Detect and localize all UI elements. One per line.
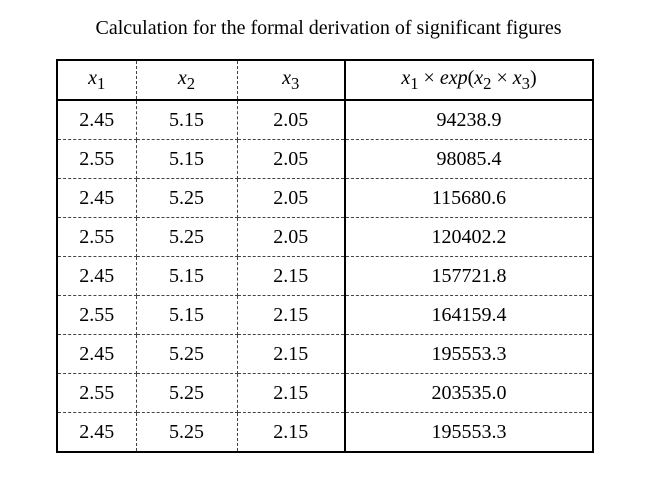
header-x2: $x_2$: [136, 60, 237, 100]
cell-result: 120402.2: [345, 218, 593, 257]
cell-result: 115680.6: [345, 179, 593, 218]
cell-x2: 5.25: [136, 335, 237, 374]
table-row: [57, 296, 593, 335]
table-row: [57, 179, 593, 218]
cell-x3: 2.15: [237, 335, 345, 374]
table-row: [57, 374, 593, 413]
cell-x1: 2.45: [57, 257, 136, 296]
cell-x1: 2.45: [57, 413, 136, 453]
cell-x2: 5.25: [136, 413, 237, 453]
cell-x3: 2.05: [237, 179, 345, 218]
header-x1: $x_1$: [57, 60, 136, 100]
significant-figures-table: [56, 59, 594, 453]
cell-x2: 5.15: [136, 140, 237, 179]
cell-x3: 2.05: [237, 100, 345, 140]
cell-x2: 5.15: [136, 257, 237, 296]
cell-x2: 5.25: [136, 218, 237, 257]
cell-result: 203535.0: [345, 374, 593, 413]
table-row: [57, 100, 593, 140]
cell-x1: 2.55: [57, 296, 136, 335]
cell-x3: 2.15: [237, 413, 345, 453]
cell-x3: 2.05: [237, 140, 345, 179]
cell-x1: 2.55: [57, 374, 136, 413]
header-row: [57, 60, 593, 100]
table-row: [57, 257, 593, 296]
cell-x1: 2.55: [57, 218, 136, 257]
table-row: [57, 413, 593, 453]
cell-result: 94238.9: [345, 100, 593, 140]
cell-result: 98085.4: [345, 140, 593, 179]
table-caption: Calculation for the formal derivation of significant figures: [95, 17, 562, 39]
cell-x3: 2.05: [237, 218, 345, 257]
cell-x1: 2.45: [57, 100, 136, 140]
cell-x2: 5.25: [136, 374, 237, 413]
cell-x3: 2.15: [237, 296, 345, 335]
cell-x3: 2.15: [237, 374, 345, 413]
cell-x1: 2.55: [57, 140, 136, 179]
cell-x2: 5.15: [136, 100, 237, 140]
table-row: [57, 140, 593, 179]
cell-x2: 5.25: [136, 179, 237, 218]
cell-x2: 5.15: [136, 296, 237, 335]
header-x3: $x_3$: [237, 60, 345, 100]
table-row: [57, 218, 593, 257]
cell-result: 157721.8: [345, 257, 593, 296]
cell-result: 164159.4: [345, 296, 593, 335]
cell-x3: 2.15: [237, 257, 345, 296]
header-formula: $x_1 \times \exp(x_2 \times x_3)$: [345, 60, 593, 100]
cell-result: 195553.3: [345, 335, 593, 374]
table-row: [57, 335, 593, 374]
cell-result: 195553.3: [345, 413, 593, 453]
cell-x1: 2.45: [57, 179, 136, 218]
cell-x1: 2.45: [57, 335, 136, 374]
